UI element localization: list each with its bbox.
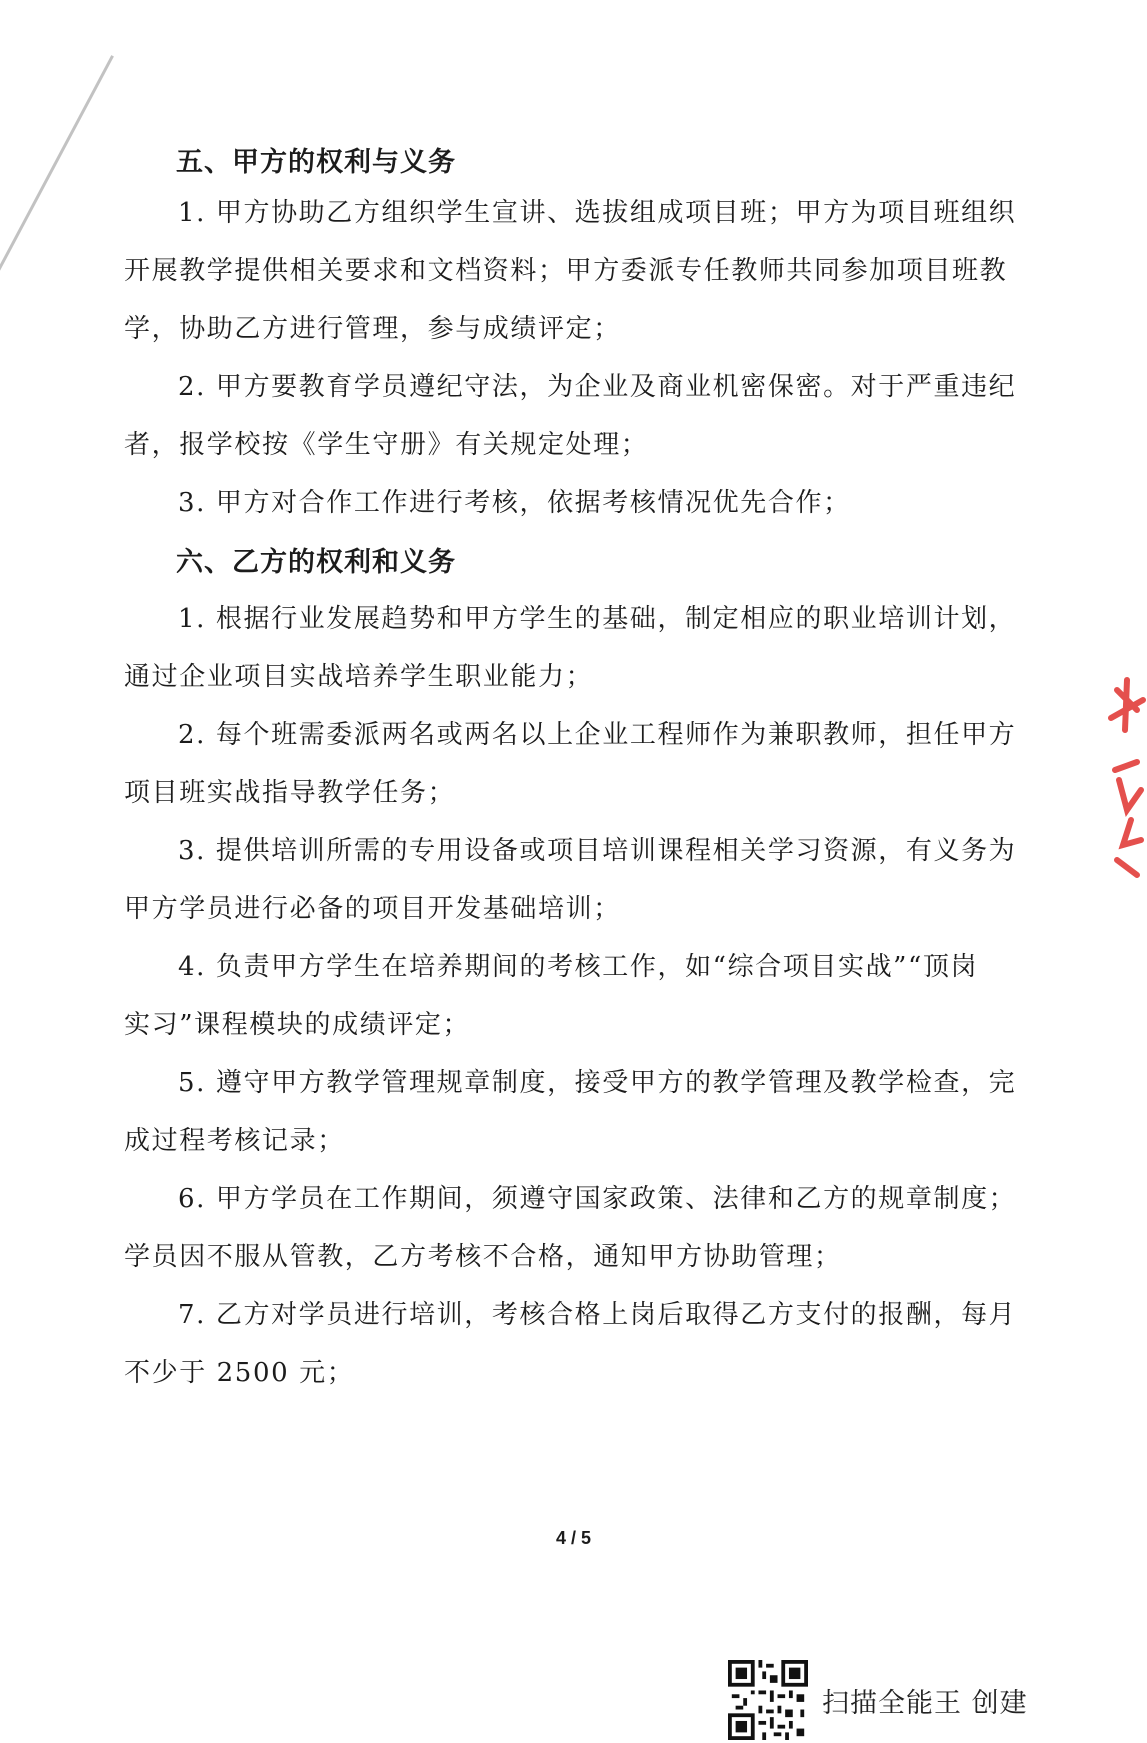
text-line: 1. 根据行业发展趋势和甲方学生的基础，制定相应的职业培训计划，: [178, 604, 1017, 634]
text-line: 5. 遵守甲方教学管理规章制度，接受甲方的教学管理及教学检查，完: [178, 1068, 1017, 1098]
text-line: 7. 乙方对学员进行培训，考核合格上岗后取得乙方支付的报酬，每月: [178, 1300, 1017, 1330]
qr-code-icon: [728, 1660, 808, 1740]
text-line: 3. 提供培训所需的专用设备或项目培训课程相关学习资源，有义务为: [178, 836, 1017, 866]
page-number: 4 / 5: [555, 1528, 592, 1548]
scan-page-edge: [0, 0, 114, 286]
text-line: 6. 甲方学员在工作期间，须遵守国家政策、法律和乙方的规章制度；: [178, 1184, 1017, 1214]
text-line: 4. 负责甲方学生在培养期间的考核工作，如“综合项目实战”“顶岗: [178, 952, 979, 982]
text-line: 学，协助乙方进行管理，参与成绩评定；: [124, 314, 621, 344]
text-line: 开展教学提供相关要求和文档资料；甲方委派专任教师共同参加项目班教: [124, 256, 1008, 286]
scanner-label: 扫描全能王 创建: [822, 1687, 1028, 1719]
text-line: 不少于 2500 元；: [124, 1358, 355, 1388]
text-line: 2. 甲方要教育学员遵纪守法，为企业及商业机密保密。对于严重违纪: [178, 372, 1017, 402]
text-line: 成过程考核记录；: [124, 1126, 345, 1156]
text-line: 项目班实战指导教学任务；: [124, 778, 456, 808]
text-line: 甲方学员进行必备的项目开发基础培训；: [124, 894, 621, 924]
text-line: 通过企业项目实战培养学生职业能力；: [124, 662, 594, 692]
text-line: 2. 每个班需委派两名或两名以上企业工程师作为兼职教师，担任甲方: [178, 720, 1017, 750]
text-line: 者，报学校按《学生守册》有关规定处理；: [124, 430, 649, 460]
text-line: 实习”课程模块的成绩评定；: [124, 1010, 471, 1040]
red-seal-stamp: [1097, 670, 1147, 900]
text-line: 学员因不服从管教，乙方考核不合格，通知甲方协助管理；: [124, 1242, 842, 1272]
scanner-watermark: [728, 1660, 1028, 1740]
section-heading-6: 六、乙方的权利和义务: [176, 547, 456, 578]
section-heading-5: 五、甲方的权利与义务: [176, 147, 456, 178]
text-line: 3. 甲方对合作工作进行考核，依据考核情况优先合作；: [178, 488, 851, 518]
text-line: 1. 甲方协助乙方组织学生宣讲、选拔组成项目班；甲方为项目班组织: [178, 198, 1017, 228]
